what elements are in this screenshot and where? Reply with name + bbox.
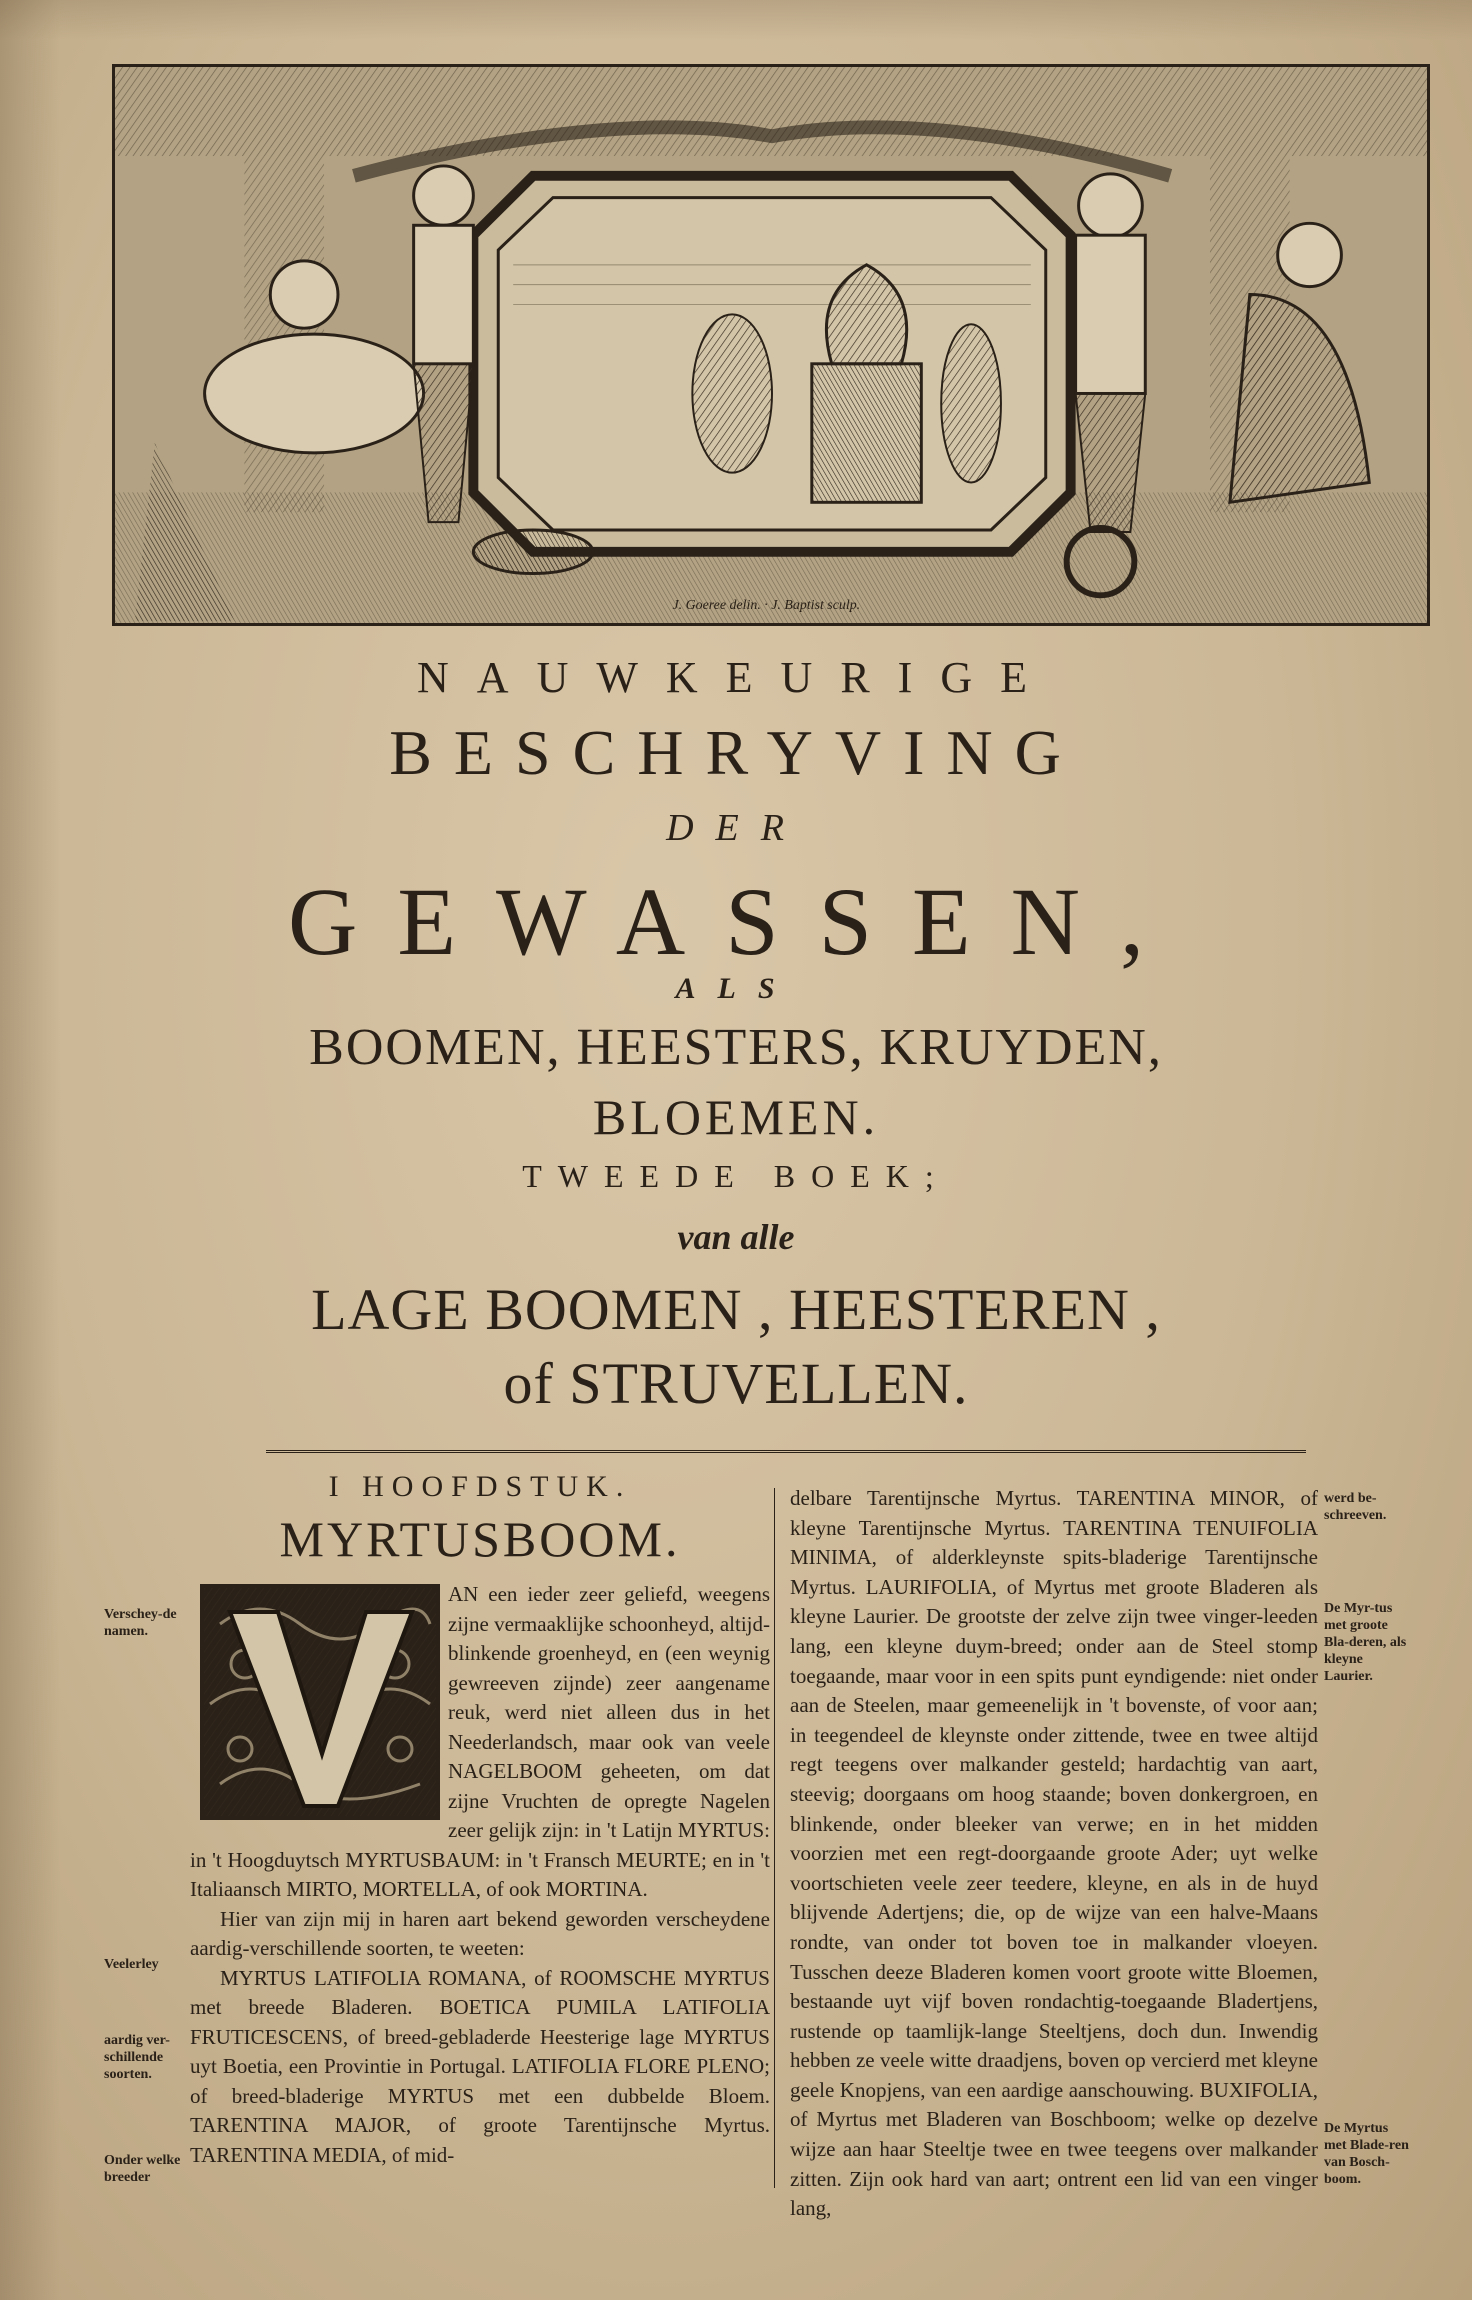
margin-note-right-2: De Myr-tus met groote Bla-deren, als kleyne Laurier. <box>1324 1601 1407 1684</box>
margin-note-right-1: werd be-schreeven. <box>1324 1491 1387 1523</box>
engraving-signature: J. Goeree delin. · J. Baptist sculp. <box>672 598 861 614</box>
chapter-title: MYRTUSBOOM. <box>279 1511 681 1567</box>
margin-note-left-4: Onder welke breeder <box>104 2153 181 2185</box>
margin-note-left-3: aardig ver-schillende soorten. <box>104 2033 170 2082</box>
title-line-2: BESCHRYVING <box>389 717 1083 788</box>
page-top-shadow <box>0 0 1472 40</box>
title-line-8: TWEEDE BOEK; <box>522 1158 950 1194</box>
margin-note-left-1: Verschey-de namen. <box>104 1607 177 1639</box>
ornamental-initial-v <box>200 1584 440 1820</box>
title-divider <box>266 1450 1306 1453</box>
title-line-11: of STRUVELLEN. <box>503 1351 969 1416</box>
column-divider <box>774 1488 775 2188</box>
title-line-6: BOOMEN, HEESTERS, KRUYDEN, <box>309 1019 1163 1076</box>
title-line-1: NAUWKEURIGE <box>417 653 1055 702</box>
chapter-number: I HOOFDSTUK. <box>328 1470 632 1503</box>
intro-paragraph: AN een ieder zeer geliefd, weegens zijne vermaaklijke schoonheyd, altijd-blinkende groenheyd, en (een weynig gewreeven zijnde) zeer aangename reuk, werd niet alleen dus in het Neederlandsch, maar ook van veele NAGELBOOM geheeten, om dat zijne Vruchten de opregte Nagelen zeer gelijk zijn: in 't Latijn MYRTUS: in 't Hoogduytsch MYRTUSBAUM: in 't Fransch MEURTE; en in 't Italiaansch MIRTO, MORTELLA, of ook MORTINA. <box>190 1582 770 1901</box>
engraving-illustration <box>115 67 1427 623</box>
species-list-paragraph: MYRTUS LATIFOLIA ROMANA, of ROOMSCHE MYRTUS met breede Bladeren. BOETICA PUMILA LATIFOLIA FRUTICESCENS, of breed-gebladerde Heesterige lage MYRTUS uyt Boetia, een Provintie in Portugal. LATIFOLIA FLORE PLENO; of breed-bladerige MYRTUS met een dubbelde Bloem. TARENTINA MAJOR, of groote Tarentijnsche Myrtus. TARENTINA MEDIA, of mid- <box>190 1965 770 2167</box>
title-line-5: ALS <box>675 972 797 1005</box>
continued-paragraph: delbare Tarentijnsche Myrtus. TARENTINA MINOR, of kleyne Tarentijnsche Myrtus. TARENTINA TENUIFOLIA MINIMA, of alderkleynste spits-bladerige Tarentijnsche Myrtus. LAURIFOLIA, of Myrtus met groote Bladeren als kleyne Laurier. De grootste der zelve zijn twee vinger-leeden lang, een kleyne duym-breed; onder aan de Steel stomp toegaande, maar voor in een spits punt eyndigende: niet onder aan de Steelen, maar gemeenelijk in 't bovenste, of voor aan; in teegendeel de kleynste onder zittende, twee en twee altijd regt teegens over malkander gesteld; hardachtig van aart, steevig; doorgaans om hoog staande; boven donkergroen, en blinkende, onder bleeker van verwe; en in het midden voorzien met een regt-doorgaande groote Ader; uyt welke voortschieten veele zeer teedere, kleyne, en als in de huyd blijvende Adertjens; die, op de wijze van een halve-Maans rondte, van onder tot boven toe in malkander vloeyen. Tusschen deeze Bladeren komen voort groote witte Bloemen, bestaande uyt vijf boven rondachtig-toegaande Bladertjens, rustende op taamlijk-lange Steeltjens, doch dun. Inwendig hebben ze veele witte draadjens, boven op vercierd met kleyne geele Knopjens, van een aardige aanschouwing. BUXIFOLIA, of Myrtus met Bladeren van Boschboom; welke op dezelve wijze aan haar Steeltje twee en twee teegens over malkander zitten. Zijn ook hard van aart; ontrent een lid van een vinger lang, <box>790 1486 1318 2221</box>
engraved-headpiece <box>112 64 1430 626</box>
title-line-4: GEWASSEN, <box>287 868 1184 975</box>
left-column <box>190 1470 770 2170</box>
title-line-10: LAGE BOOMEN , HEESTEREN , <box>311 1277 1161 1342</box>
varieties-paragraph: Hier van zijn mij in haren aart bekend geworden verscheydene aardig-verschillende soorten, te weeten: <box>190 1906 770 1960</box>
title-line-3: DER <box>666 807 806 849</box>
page-edge-shadow <box>0 0 60 2300</box>
right-column <box>790 1484 1318 2224</box>
title-line-9: van alle <box>677 1217 795 1257</box>
margin-note-left-2: Veelerley <box>104 1957 159 1972</box>
drop-cap-illustration <box>200 1584 440 1820</box>
title-line-7: BLOEMEN. <box>592 1089 880 1145</box>
margin-note-right-3: De Myrtus met Blade-ren van Bosch-boom. <box>1324 2121 1409 2187</box>
